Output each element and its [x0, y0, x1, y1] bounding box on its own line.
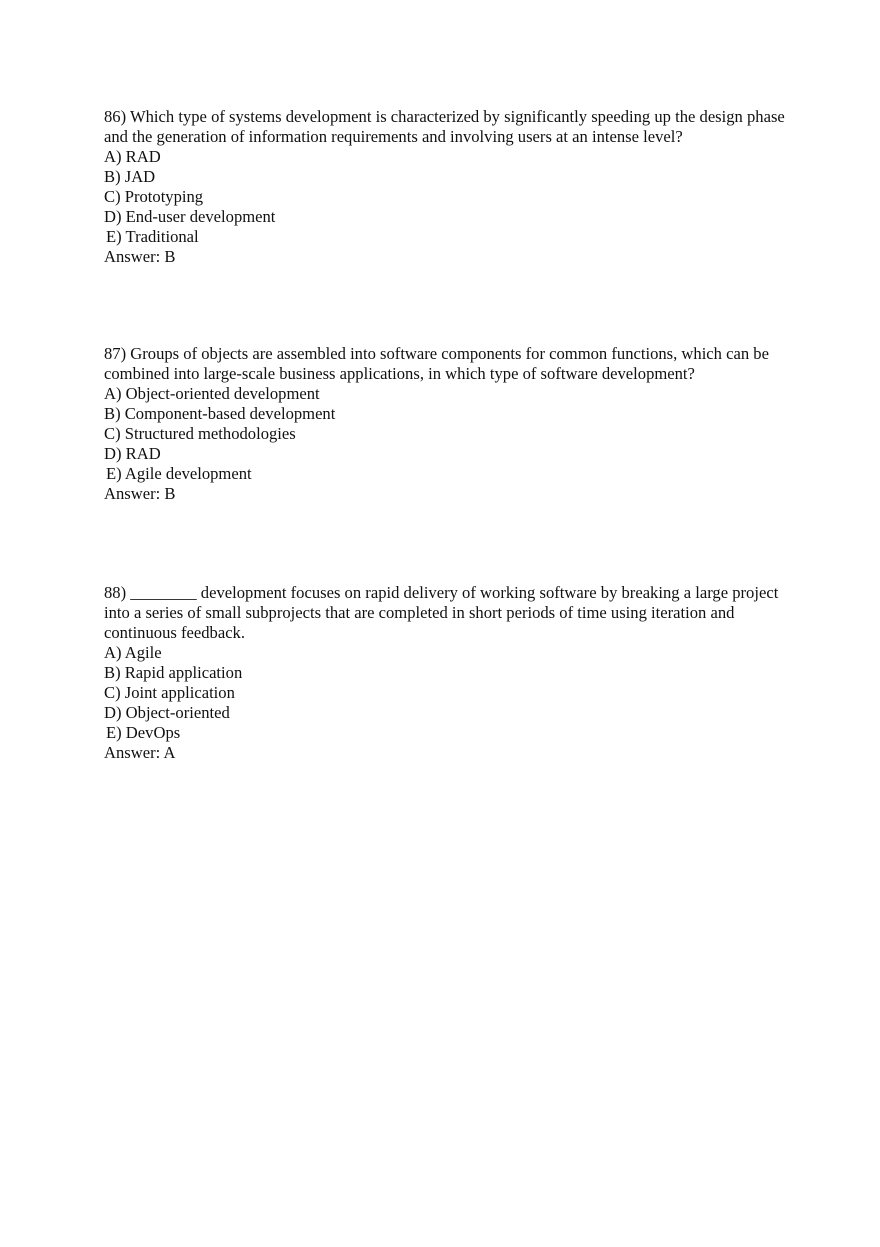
answer-options [104, 147, 794, 247]
answer-key: Answer: B [104, 484, 176, 503]
option-a: A) Object-oriented development [104, 384, 320, 403]
question-stem: 88) ________ development focuses on rapid delivery of working software by breaking a large project into a series of small subprojects that are completed in short periods of time using iteration and continuous feedback. [104, 583, 779, 642]
question-88 [104, 583, 794, 763]
answer-key: Answer: A [104, 743, 176, 762]
option-e: E) DevOps [106, 723, 181, 742]
option-e: E) Traditional [106, 227, 199, 246]
option-d: D) RAD [104, 444, 161, 463]
answer-options [104, 384, 794, 484]
answer-options [104, 643, 794, 743]
option-e: E) Agile development [106, 464, 252, 483]
option-d: D) Object-oriented [104, 703, 230, 722]
answer-key: Answer: B [104, 247, 176, 266]
question-stem: 86) Which type of systems development is characterized by significantly speeding up the design phase and the generation of information requirements and involving users at an intense level? [104, 107, 785, 146]
question-86 [104, 107, 794, 267]
option-a: A) Agile [104, 643, 162, 662]
question-87 [104, 344, 794, 504]
option-b: B) JAD [104, 167, 156, 186]
option-c: C) Prototyping [104, 187, 204, 206]
option-a: A) RAD [104, 147, 161, 166]
option-c: C) Joint application [104, 683, 235, 702]
question-stem: 87) Groups of objects are assembled into software components for common functions, which can be combined into large-scale business applications, in which type of software development? [104, 344, 769, 383]
option-c: C) Structured methodologies [104, 424, 296, 443]
option-b: B) Rapid application [104, 663, 243, 682]
option-b: B) Component-based development [104, 404, 336, 423]
option-d: D) End-user development [104, 207, 276, 226]
